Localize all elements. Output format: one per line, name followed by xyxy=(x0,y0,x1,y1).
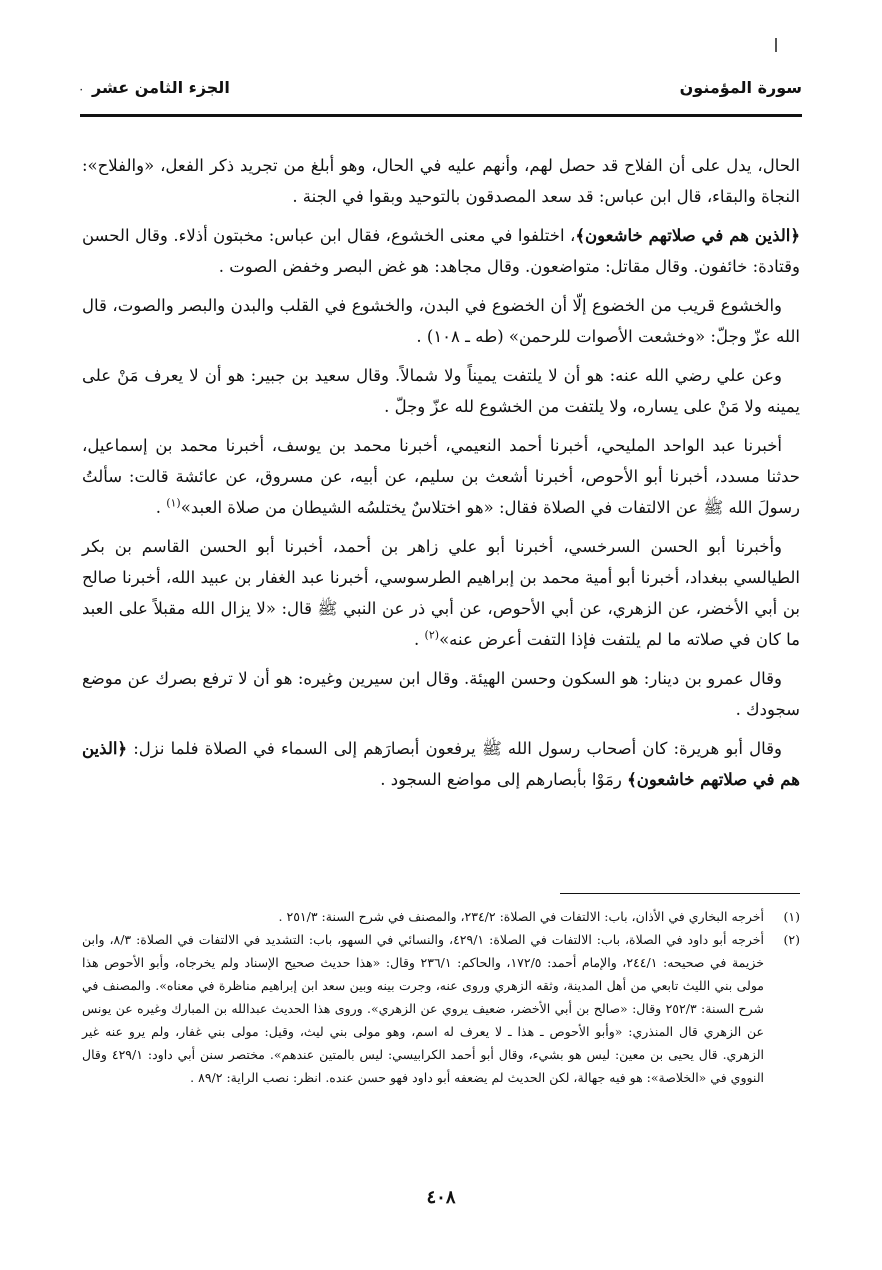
juz-title: الجزء الثامن عشر xyxy=(92,78,230,97)
paragraph xyxy=(82,290,800,352)
verse-quote: ﴿الذين هم في صلاتهم خاشعون﴾ xyxy=(82,739,800,789)
header-rule xyxy=(80,114,802,117)
footnote-text: أخرجه البخاري في الأذان، باب: الالتفات في الصلاة: ٢٣٤/٢، والمصنف في شرح السنة: ٢٥١/٣ . xyxy=(278,909,764,924)
paragraph-tail: رمَوْا بأبصارهم إلى مواضع السجود . xyxy=(380,770,628,789)
paragraph xyxy=(82,150,800,212)
footnote-number: (١) xyxy=(783,909,800,924)
paragraph xyxy=(82,733,800,795)
header-dot: ٠ xyxy=(78,82,85,96)
paragraph-text: وقال أبو هريرة: كان أصحاب رسول الله ﷺ يرفعون أبصارَهم إلى السماء في الصلاة فلما نزل: xyxy=(127,739,782,758)
main-text xyxy=(82,150,800,803)
footnote-ref[interactable]: (٢) xyxy=(424,628,440,642)
paragraph xyxy=(82,360,800,422)
verse-quote: ﴿الذين هم في صلاتهم خاشعون﴾ xyxy=(575,226,801,245)
paragraph-text: وقال عمرو بن دينار: هو السكون وحسن الهيئة. وقال ابن سيرين وغيره: هو أن لا ترفع بصرك عن موضع سجودك . xyxy=(82,669,800,719)
footnote xyxy=(82,928,800,1089)
footnote-number: (٢) xyxy=(783,932,800,947)
paragraph-text: ، اختلفوا في معنى الخشوع، فقال ابن عباس: مخبتون أذلاء. وقال الحسن وقتادة: خائفون. وقال مقاتل: متواضعون. وقال مجاهد: هو غض البصر وخفض الصوت . xyxy=(82,226,800,276)
paragraph-tail: . xyxy=(414,630,425,649)
paragraph-text: والخشوع قريب من الخضوع إلّا أن الخضوع في البدن، والخشوع في القلب والبدن والبصر والصوت، قال الله عزّ وجلّ: «وخشعت الأصوات للرحمن» (طه ـ ١٠٨) . xyxy=(82,296,800,346)
paragraph xyxy=(82,531,800,655)
footnotes xyxy=(82,905,800,1089)
paragraph-text: الحال، يدل على أن الفلاح قد حصل لهم، وأنهم عليه في الحال، وهو أبلغ من تجريد ذكر الفعل، «والفلاح»: النجاة والبقاء، قال ابن عباس: قد سعد المصدقون بالتوحيد وبقوا في الجنة . xyxy=(82,156,800,206)
paragraph-text: أخبرنا عبد الواحد المليحي، أخبرنا أحمد النعيمي، أخبرنا محمد بن يوسف، أخبرنا محمد بن إسماعيل، حدثنا مسدد، أخبرنا أبو الأحوص، أخبرنا أشعث بن سليم، عن أبيه، عن مسروق، عن عائشة قالت: سألتُ رسولَ الله ﷺ عن الالتفات في الصلاة فقال: «هو اختلاسٌ يختلسُه الشيطان من صلاة العبد» xyxy=(82,436,800,517)
paragraph-tail: . xyxy=(155,498,167,517)
surah-title: سورة المؤمنون xyxy=(679,78,802,97)
footnote-rule xyxy=(560,893,800,894)
paragraph-text: وأخبرنا أبو الحسن السرخسي، أخبرنا أبو علي زاهر بن أحمد، أخبرنا أبو الحسن القاسم بن بكر الطيالسي ببغداد، أخبرنا أبو أمية محمد بن إبراهيم الطرسوسي، أخبرنا عبد الغفار بن عبيد الله، أخبرنا صالح بن أبي الأخضر، عن الزهري، عن أبي الأحوص، عن أبي ذر عن النبي ﷺ قال: «لا يزال الله مقبلاً على العبد ما كان في صلاته ما لم يلتفت فإذا التفت أعرض عنه» xyxy=(82,537,800,649)
paragraph xyxy=(82,430,800,523)
page-number: ٤٠٨ xyxy=(426,1187,456,1208)
footnote-text: أخرجه أبو داود في الصلاة، باب: الالتفات في الصلاة: ٤٢٩/١، والنسائي في السهو، باب: التشديد في الالتفات في الصلاة: ٨/٣، وابن خزيمة في صحيحه: ٢٤٤/١، والإمام أحمد: ١٧٢/٥، والحاكم: ٢٣٦/١ وقال: «هذا حديث صحيح الإسناد ولم يخرجاه، وأبو الأحوص هذا مولى بني الليث تابعي من أهل المدينة، وثقه الزهري وروى عنه، وجرت بينه وبين سعد ابن إبراهيم مناظرة في معناه». والمصنف في شرح السنة: ٢٥٢/٣ وقال: «صالح بن أبي الأخضر، ضعيف يروي عن الزهري». وروى هذا الحديث عبدالله بن المبارك وغيره عن يونس عن الزهري قال المنذري: «وأبو الأحوص ـ هذا ـ لا يعرف له اسم، وهو مولى بني ليث، وقيل: مولى بني غفار، ولم يرو عنه غير الزهري. قال يحيى بن معين: ليس هو بشيء، وقال أبو أحمد الكرابيسي: ليس بالمتين عندهم». مختصر سنن أبي داود: ٤٢٩/١ وقال النووي في «الخلاصة»: هو فيه جهالة، لكن الحديث لم يضعفه أبو داود فهو حسن عنده. انظر: نصب الراية: ٨٩/٢ . xyxy=(82,932,764,1085)
paragraph-text: وعن علي رضي الله عنه: هو أن لا يلتفت يميناً ولا شمالاً. وقال سعيد بن جبير: هو أن لا يعرف مَنْ على يمينه ولا مَنْ على يساره، ولا يلتفت من الخشوع لله عزّ وجلّ . xyxy=(82,366,800,416)
footnote-ref[interactable]: (١) xyxy=(166,496,181,510)
paragraph xyxy=(82,663,800,725)
footnote xyxy=(82,905,800,928)
paragraph xyxy=(82,220,800,282)
margin-mark xyxy=(775,38,777,52)
running-header xyxy=(78,72,802,108)
